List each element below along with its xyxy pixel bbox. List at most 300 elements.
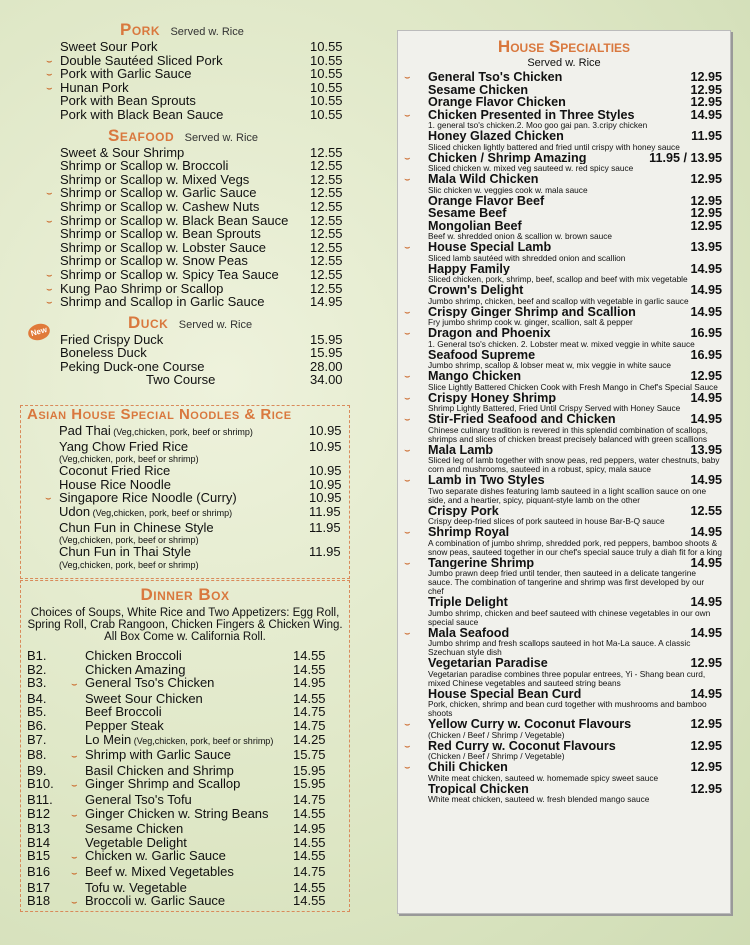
noodle-name: Singapore Rice Noodle (Curry) [59, 490, 237, 506]
pepper-icon: ⌣ [404, 152, 411, 164]
dinner-price: 14.55 [293, 661, 326, 677]
house-item [398, 596, 730, 627]
noodle-price: 11.95 [309, 544, 341, 560]
pork-item-row [60, 40, 350, 54]
pepper-icon: ⌣ [71, 679, 78, 691]
dinner-intro: Choices of Soups, White Rice and Two Appetizers: Egg Roll, Spring Roll, Crab Rangoon, Chicken Fingers & Chicken Wing. All Box Come w. California Roll. [27, 607, 343, 643]
pork-item-name: Pork with Black Bean Sauce [60, 106, 224, 122]
pepper-icon: ⌣ [404, 414, 411, 425]
noodle-row [59, 559, 349, 570]
pork-item-name: Hunan Pork [60, 79, 129, 95]
noodle-price: 10.95 [309, 423, 342, 438]
pork-item-name: Pork with Bean Sprouts [60, 93, 196, 109]
house-item [398, 505, 730, 527]
noodle-row [59, 545, 349, 559]
noodle-row [59, 478, 349, 492]
dinner-code: B7. [27, 731, 47, 747]
house-item-desc: Jumbo shrimp, chicken and beef sauteed with chinese vegetables in our own special sauce [428, 607, 711, 627]
dinner-row [27, 733, 349, 749]
dinner-row [27, 822, 349, 836]
noodle-row [59, 505, 349, 521]
dinner-name: Chicken Amazing [85, 661, 186, 677]
pepper-icon: ⌣ [404, 475, 411, 486]
dinner-code: B3. [27, 675, 47, 691]
noodle-price: 11.95 [309, 519, 341, 535]
house-item [398, 220, 730, 242]
house-item [398, 740, 730, 762]
house-item-name: House Special Bean Curd [428, 687, 582, 700]
pepper-icon: ⌣ [71, 780, 78, 792]
house-item-price: 12.95 [690, 218, 722, 233]
house-list [398, 71, 730, 804]
pepper-icon: ⌣ [46, 215, 53, 227]
dinner-row [27, 764, 349, 778]
house-item [398, 370, 730, 392]
house-item-name: Chicken Presented in Three Styles [428, 108, 635, 121]
house-item-desc: Fry jumbo shrimp cook w. ginger, scallion, salt & pepper [428, 317, 633, 327]
pepper-icon: ⌣ [71, 867, 78, 879]
house-item-price: 12.95 [690, 656, 722, 670]
pepper-icon: ⌣ [404, 109, 411, 121]
house-item [398, 96, 730, 109]
dinner-price: 15.75 [293, 747, 326, 763]
dinner-price: 14.55 [293, 848, 326, 864]
seafood-item-price: 12.55 [310, 212, 343, 228]
house-item-desc: Slice Lightly Battered Chicken Cook with Fresh Mango in Chef's Special Sauce [428, 381, 718, 392]
house-item-price: 12.95 [690, 760, 722, 774]
house-item-desc: 1. general tso's chicken.2. Moo goo gai pan. 3.cripy chicken [428, 120, 648, 130]
seafood-item-name: Sweet & Sour Shrimp [60, 144, 185, 160]
pork-item-price: 10.55 [310, 66, 343, 82]
dinner-code: B5. [27, 704, 47, 720]
seafood-item-price: 12.55 [310, 239, 343, 255]
house-item-name: Shrimp Royal [428, 526, 510, 539]
duck-item-row [60, 373, 350, 387]
dinner-row [27, 676, 349, 692]
house-item-name: Yellow Curry w. Coconut Flavours [428, 718, 632, 731]
house-item-price: 11.95 / 13.95 [649, 150, 722, 165]
noodle-row [45, 490, 349, 506]
pepper-icon: ⌣ [404, 72, 411, 83]
house-item-name: Lamb in Two Styles [428, 474, 545, 487]
seafood-item-price: 12.55 [310, 198, 343, 214]
house-item-price: 16.95 [690, 326, 722, 340]
pepper-icon: ⌣ [404, 740, 411, 752]
dinner-name: General Tso's Tofu [85, 791, 192, 807]
noodle-name [59, 559, 309, 570]
pork-item-name: Double Sautéed Sliced Pork [60, 52, 223, 68]
pork-item-price: 10.55 [310, 93, 343, 109]
house-item-name: Sesame Chicken [428, 83, 529, 96]
dinner-name: Sweet Sour Chicken [85, 690, 203, 706]
dinner-price: 14.75 [293, 704, 326, 720]
house-item-price: 14.95 [690, 412, 722, 426]
pepper-icon: ⌣ [404, 444, 411, 456]
noodle-row [59, 424, 349, 440]
house-item [398, 627, 730, 658]
duck-item-name: Fried Crispy Duck [60, 331, 164, 347]
dinner-name: Chicken Broccoli [85, 648, 182, 663]
house-item-name: Crispy Honey Shrimp [428, 391, 557, 404]
house-item [398, 761, 730, 783]
house-item [398, 657, 730, 688]
left-column [20, 20, 350, 387]
dinner-row [27, 793, 349, 807]
noodle-name: Chun Fun in Chinese Style [59, 519, 214, 535]
duck-item-name: Boneless Duck [60, 345, 147, 361]
dinner-row [27, 748, 349, 764]
noodle-price: 11.95 [309, 503, 341, 519]
dinner-price: 14.75 [293, 863, 326, 879]
house-item-name: Red Curry w. Coconut Flavours [428, 739, 616, 752]
house-item-price: 12.95 [690, 738, 722, 753]
dinner-code: B2. [27, 661, 47, 677]
house-item [398, 130, 730, 152]
dinner-header [21, 585, 349, 605]
dinner-code: B13 [27, 821, 51, 837]
house-item-price: 12.95 [690, 95, 722, 109]
seafood-item-price: 12.55 [310, 226, 343, 242]
house-item-name: Mala Wild Chicken [428, 173, 539, 186]
house-item [398, 195, 730, 208]
house-item-desc: Sliced chicken w. mixed veg sauteed w. red spicy sauce [428, 163, 634, 173]
house-item-price: 12.95 [690, 781, 722, 796]
noodle-price: 10.95 [309, 438, 342, 454]
seafood-item-name: Shrimp and Scallop in Garlic Sauce [60, 294, 265, 310]
pork-item-row [46, 52, 350, 68]
house-item-price: 12.95 [690, 82, 722, 97]
house-item-line [428, 96, 722, 109]
seafood-item-row [46, 212, 350, 228]
house-item-price: 11.95 [691, 129, 722, 143]
house-item-price: 14.95 [690, 304, 722, 319]
dinner-code: B1. [27, 648, 47, 663]
pork-note: Served w. Rice [170, 26, 244, 38]
house-item [398, 783, 730, 805]
duck-note: Served w. Rice [178, 318, 253, 331]
house-item [398, 263, 730, 285]
house-item-line [428, 71, 722, 84]
noodle-name: Pad Thai (Veg,chicken, pork, beef or shrimp) [59, 423, 253, 438]
house-item-desc: Pork, chicken, shrimp and bean curd together with mushrooms and bamboo shoots [428, 699, 707, 718]
dinner-price: 14.95 [293, 675, 326, 691]
house-item-name: Orange Flavor Chicken [428, 96, 566, 109]
seafood-item-name: Shrimp or Scallop w. Spicy Tea Sauce [60, 266, 279, 282]
duck-item-name: Peking Duck-one Course [60, 358, 205, 374]
pepper-icon: ⌣ [45, 493, 52, 505]
seafood-item-row [60, 241, 350, 255]
house-item-price: 14.95 [690, 473, 722, 487]
dinner-name: Basil Chicken and Shrimp [85, 762, 234, 778]
pork-item-row [46, 66, 350, 82]
house-item-price: 12.95 [690, 206, 722, 220]
dinner-list [27, 649, 349, 910]
house-item [398, 392, 730, 414]
house-item-desc: Jumbo shrimp and fresh scallops sauteed in hot Ma-La sauce. A classic Szechuan style dish [428, 638, 691, 657]
pork-header [120, 20, 350, 40]
dinner-name: Beef Broccoli [85, 704, 162, 720]
seafood-note: Served w. Rice [184, 131, 259, 144]
house-item-desc: Chinese culinary tradition is revered in this splendid combination of scallops, shrimps and slices of chicken breast precisely balanced with green scallions [428, 424, 708, 444]
pork-item-row [60, 108, 350, 122]
dinner-price: 14.95 [293, 821, 326, 837]
house-item-name: Crispy Ginger Shrimp and Scallion [428, 305, 636, 318]
house-item-line [428, 207, 722, 220]
noodle-note: (Veg,chicken, pork, beef or shrimp) [59, 559, 199, 570]
seafood-item-row [60, 227, 350, 241]
house-item-price: 13.95 [690, 240, 722, 254]
seafood-list [46, 144, 350, 310]
dinner-row [27, 663, 349, 677]
dinner-code: B18 [27, 893, 51, 909]
pepper-icon: ⌣ [404, 306, 411, 318]
dinner-name: Ginger Chicken w. String Beans [85, 805, 269, 821]
seafood-title: Seafood [108, 125, 175, 145]
house-item [398, 349, 730, 371]
house-item-desc: (Chicken / Beef / Shrimp / Vegetable) [428, 729, 565, 740]
pork-item-name: Sweet Sour Pork [60, 39, 158, 54]
dinner-name: Lo Mein (Veg,chicken, pork, beef or shrimp) [85, 731, 274, 747]
dinner-name: General Tso's Chicken [85, 675, 215, 691]
house-item-price: 14.95 [690, 283, 722, 297]
seafood-item-price: 14.95 [310, 294, 343, 310]
dinner-price: 14.55 [293, 879, 326, 895]
house-item [398, 71, 730, 84]
house-item [398, 474, 730, 505]
seafood-item-row [60, 200, 350, 214]
house-item-desc: White meat chicken, sauteed w. fresh blended mango sauce [428, 794, 650, 804]
pepper-icon: ⌣ [404, 557, 411, 569]
dinner-price: 14.25 [293, 731, 326, 747]
house-item-name: Mongolian Beef [428, 219, 522, 232]
seafood-item-name: Shrimp or Scallop w. Cashew Nuts [60, 198, 260, 214]
pepper-icon: ⌣ [404, 719, 411, 730]
pork-item-row [60, 94, 350, 108]
dinner-row [27, 719, 349, 733]
dinner-row [27, 865, 349, 881]
pork-title: Pork [120, 20, 161, 39]
pepper-icon: ⌣ [46, 297, 53, 309]
house-item-price: 14.95 [690, 390, 722, 405]
seafood-item-name: Shrimp or Scallop w. Snow Peas [60, 253, 248, 269]
duck-item-price: 15.95 [310, 345, 343, 361]
duck-item-row [60, 360, 350, 374]
dinner-code: B15 [27, 848, 51, 864]
duck-item-name: Two Course [146, 372, 216, 388]
house-item [398, 413, 730, 444]
house-item-price: 12.95 [690, 193, 722, 208]
pork-list [46, 39, 350, 122]
pepper-icon: ⌣ [46, 82, 53, 94]
pork-item-price: 10.55 [310, 52, 343, 68]
house-item-price: 14.95 [690, 555, 722, 570]
dinner-row [27, 836, 349, 850]
pepper-icon: ⌣ [404, 527, 411, 538]
house-item-name: Stir-Fried Seafood and Chicken [428, 413, 616, 426]
duck-item-row [60, 333, 350, 347]
seafood-item-price: 12.55 [310, 185, 343, 201]
dinner-price: 14.55 [293, 648, 326, 663]
seafood-item-name: Shrimp or Scallop w. Broccoli [60, 158, 229, 174]
house-title: House Specialties [497, 37, 631, 56]
pepper-icon: ⌣ [46, 283, 53, 295]
dinner-name: Tofu w. Vegetable [85, 879, 187, 895]
house-item-line [428, 195, 722, 208]
noodle-row [59, 440, 349, 454]
noodle-note: (Veg,chicken, pork, beef or shrimp) [59, 454, 199, 465]
noodle-note: (Veg,chicken, pork, beef or shrimp) [90, 507, 233, 518]
house-item-name: Mango Chicken [428, 370, 522, 383]
house-item [398, 207, 730, 220]
house-item-price: 12.95 [690, 172, 722, 186]
house-item-desc: Two separate dishes featuring lamb sauteed in a light scallion sauce on one side, and a heartier, spicy, piquant-style lamb on the other [428, 485, 707, 505]
seafood-item-price: 12.55 [310, 144, 343, 160]
house-item-desc: Slic chicken w. veggies cook w. mala sauce [428, 184, 588, 195]
pepper-icon: ⌣ [404, 392, 411, 404]
seafood-item-price: 12.55 [310, 171, 343, 187]
dinner-row [27, 849, 349, 865]
house-item [398, 109, 730, 131]
pepper-icon: ⌣ [71, 809, 78, 821]
seafood-header [108, 126, 350, 146]
pork-item-name: Pork with Garlic Sauce [60, 66, 192, 82]
house-item [398, 152, 730, 174]
pepper-icon: ⌣ [46, 188, 53, 200]
dinner-code: B12 [27, 805, 51, 821]
noodles-header [21, 406, 349, 424]
house-note: Served w. Rice [527, 57, 601, 69]
pork-item-price: 10.55 [310, 106, 343, 122]
seafood-item-price: 12.55 [310, 253, 343, 269]
house-item-name: Tangerine Shrimp [428, 556, 535, 569]
seafood-item-price: 12.55 [310, 266, 343, 282]
noodle-note: (Veg,chicken, pork, beef or shrimp) [59, 535, 199, 546]
pepper-icon: ⌣ [46, 69, 53, 81]
duck-item-price: 15.95 [310, 331, 343, 347]
house-item-name: Triple Delight [428, 596, 508, 609]
pepper-icon: ⌣ [46, 55, 53, 67]
duck-header [128, 313, 350, 333]
noodle-price: 10.95 [309, 476, 342, 492]
pepper-icon: ⌣ [404, 371, 411, 382]
house-item-name: General Tso's Chicken [428, 71, 563, 84]
noodle-name: Chun Fun in Thai Style [59, 544, 191, 560]
dinner-code: B6. [27, 717, 47, 733]
dinner-code: B8. [27, 747, 47, 763]
dinner-price: 14.75 [293, 717, 326, 733]
dinner-name: Shrimp with Garlic Sauce [85, 747, 231, 763]
pork-item-price: 10.55 [310, 79, 343, 95]
noodle-row [59, 521, 349, 535]
pork-item-price: 10.55 [310, 39, 343, 54]
house-item-price: 16.95 [690, 347, 722, 362]
house-item [398, 444, 730, 475]
seafood-item-row [46, 280, 350, 296]
house-item-line [428, 284, 722, 297]
house-item [398, 688, 730, 719]
seafood-item-price: 12.55 [310, 280, 343, 296]
house-item-line [428, 761, 722, 774]
dinner-name: Vegetable Delight [85, 834, 187, 850]
pepper-icon: ⌣ [404, 174, 411, 185]
house-item [398, 173, 730, 195]
house-item-desc: Sliced leg of lamb together with snow peas, red peppers, water chestnuts, baby corn and mushrooms, sauteed in a robust, spicy, mala sauce [428, 455, 720, 474]
house-item-name: Sesame Beef [428, 207, 507, 220]
house-item [398, 84, 730, 97]
house-item-line [428, 718, 722, 731]
dinner-price: 15.95 [293, 762, 326, 778]
dinner-price: 15.95 [293, 776, 326, 792]
seafood-item-name: Shrimp or Scallop w. Garlic Sauce [60, 185, 257, 201]
house-item-name: Crispy Pork [428, 504, 499, 517]
seafood-item-row [46, 185, 350, 201]
dinner-code: B10. [27, 776, 54, 792]
duck-item-row [60, 346, 350, 360]
house-item-price: 12.95 [690, 717, 722, 731]
dinner-row [27, 705, 349, 719]
dinner-price: 14.75 [293, 791, 326, 807]
house-specialties-panel [397, 30, 731, 914]
house-item-price: 14.95 [690, 686, 722, 701]
noodle-note: (Veg,chicken, pork, beef or shrimp) [110, 427, 253, 437]
noodles-box [20, 405, 350, 579]
house-item-price: 12.95 [690, 70, 722, 84]
duck-item-price: 34.00 [310, 372, 343, 388]
dinner-code: B14 [27, 834, 51, 850]
house-item-line [428, 130, 722, 143]
house-item-name: Chicken / Shrimp Amazing [428, 151, 587, 164]
house-item-desc: (Chicken / Beef / Shrimp / Vegetable) [428, 751, 565, 761]
duck-item-price: 28.00 [310, 358, 343, 374]
noodle-name: House Rice Noodle [59, 476, 172, 492]
seafood-item-price: 12.55 [310, 158, 343, 174]
dinner-price: 14.55 [293, 893, 326, 909]
pepper-icon: ⌣ [404, 627, 411, 639]
house-item-desc: Sliced chicken lightly battered and fried until crispy with honey sauce [428, 141, 680, 152]
pepper-icon: ⌣ [404, 242, 411, 253]
house-item-line [428, 526, 722, 539]
noodle-row [59, 464, 349, 478]
house-item [398, 718, 730, 740]
noodle-price: 10.95 [309, 490, 342, 506]
dinner-code: B9. [27, 762, 47, 778]
house-item-desc: Crispy deep-fried slices of pork sauteed in house Bar-B-Q sauce [428, 516, 665, 526]
house-item-desc: Beef w. shredded onion & scallion w. brown sauce [428, 231, 613, 241]
pepper-icon: ⌣ [71, 751, 78, 763]
house-item-price: 14.95 [690, 261, 722, 276]
house-item-price: 13.95 [690, 442, 722, 457]
house-item-line [428, 413, 722, 426]
dinner-code: B16 [27, 863, 51, 879]
house-item-line [428, 241, 722, 254]
house-item [398, 241, 730, 263]
seafood-item-row [60, 146, 350, 160]
dinner-code: B11. [27, 791, 53, 807]
house-item [398, 557, 730, 597]
seafood-item-row [46, 266, 350, 282]
pepper-icon: ⌣ [404, 328, 411, 339]
seafood-item-name: Shrimp or Scallop w. Bean Sprouts [60, 226, 261, 242]
seafood-item-row [60, 254, 350, 268]
house-item [398, 284, 730, 306]
house-item-desc: Sliced chicken, pork, shrimp, beef, scallop and beef with mix vegetable [428, 274, 688, 284]
house-item-name: Seafood Supreme [428, 348, 536, 361]
dinner-price: 14.55 [293, 834, 326, 850]
house-item-price: 14.95 [690, 625, 722, 640]
pepper-icon: ⌣ [404, 762, 411, 773]
seafood-item-name: Shrimp or Scallop w. Black Bean Sauce [60, 212, 289, 228]
house-item-desc: Shrimp Lightly Battered, Fried Until Crispy Served with Honey Sauce [428, 403, 681, 413]
